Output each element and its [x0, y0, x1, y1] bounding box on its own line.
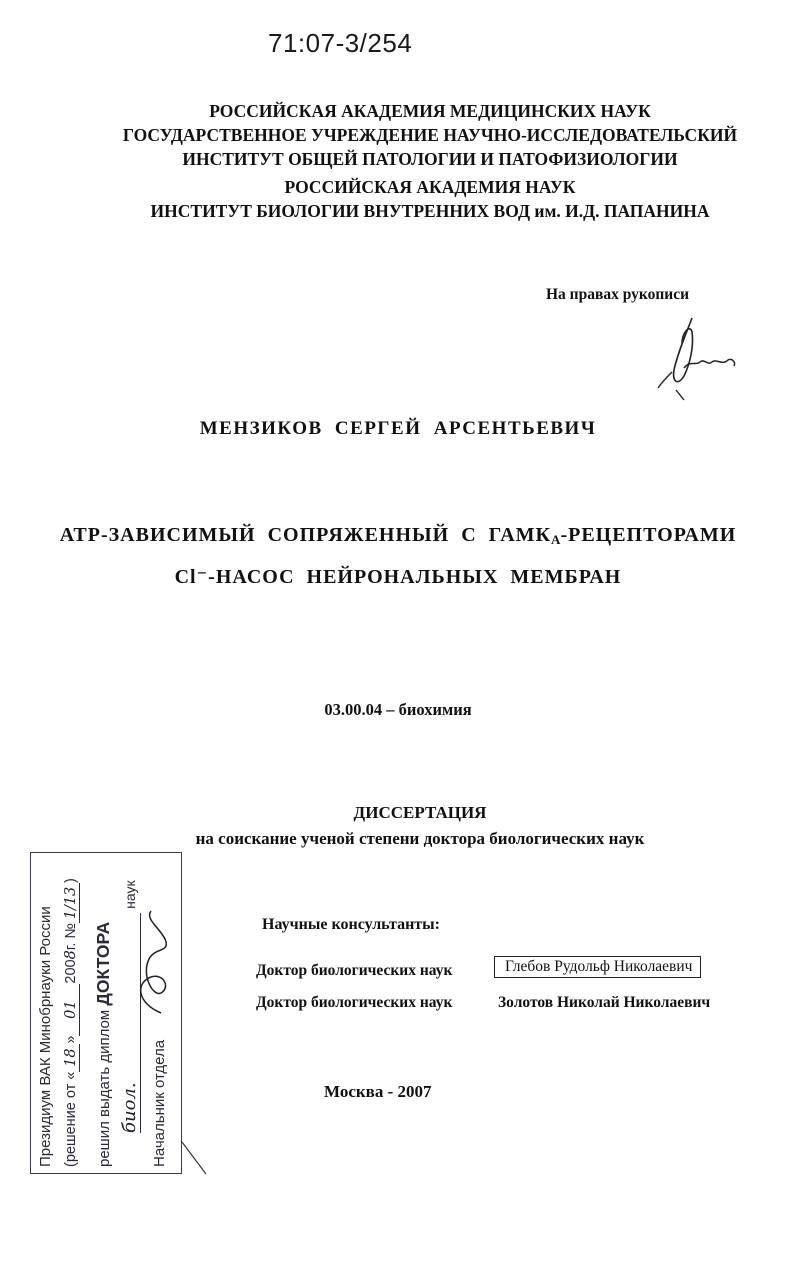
document-type: ДИССЕРТАЦИЯ [353, 803, 487, 822]
stamp-decision-prefix: (решение от « [63, 1071, 79, 1167]
org-line-ran: РОССИЙСКАЯ АКАДЕМИЯ НАУК [284, 177, 576, 197]
stamp-line-presidium: Президиум ВАК Минобрнауки России [37, 906, 54, 1167]
org-line-state-institution: ГОСУДАРСТВЕННОЕ УЧРЕЖДЕНИЕ НАУЧНО-ИССЛЕДОВАТЕЛЬСКИЙ [122, 125, 738, 145]
title-line1-subscript: А [551, 532, 561, 547]
archive-reference-code: 71:07-3/254 [268, 28, 413, 58]
stamp-field-suffix: наук [122, 880, 138, 909]
title-line1-prefix: АТР-ЗАВИСИМЫЙ СОПРЯЖЕННЫЙ С ГАМК [59, 524, 552, 546]
title-line1-suffix: -РЕЦЕПТОРАМИ [560, 524, 737, 546]
stamp-decision-sep1: » [63, 1035, 79, 1044]
specialty-code: 03.00.04 – биохимия [324, 700, 472, 719]
consultant-2-name: Золотов Николай Николаевич [498, 994, 711, 1011]
stamp-decision-sep2: 200 [63, 959, 79, 984]
stamp-corner-mark [180, 1140, 210, 1180]
dissertation-title-line-2: Cl⁻-НАСОС НЕЙРОНАЛЬНЫХ МЕМБРАН [174, 566, 622, 588]
stamp-decision-sep3: г. № [63, 923, 79, 951]
stamp-decision-number: 1/13 [63, 883, 80, 923]
org-line-institute-pathology: ИНСТИТУТ ОБЩЕЙ ПАТОЛОГИИ И ПАТОФИЗИОЛОГИИ [182, 149, 678, 169]
degree-description: на соискание ученой степени доктора биологических наук [195, 829, 645, 848]
consultant-2-degree: Доктор биологических наук [256, 994, 453, 1011]
consultants-heading: Научные консультанты: [262, 916, 440, 933]
org-line-ramn: РОССИЙСКАЯ АКАДЕМИЯ МЕДИЦИНСКИХ НАУК [209, 101, 651, 121]
stamp-diploma-degree: ДОКТОРА [93, 921, 113, 1006]
stamp-head-of-department: Начальник отдела [151, 1039, 168, 1167]
stamp-signature [131, 903, 179, 1023]
consultant-1-name: Глебов Рудольф Николаевич [494, 956, 701, 978]
author-signature [656, 312, 740, 404]
consultant-1-degree: Доктор биологических наук [256, 962, 453, 979]
manuscript-rights-label: На правах рукописи [546, 286, 690, 303]
org-line-institute-biology: ИНСТИТУТ БИОЛОГИИ ВНУТРЕННИХ ВОД им. И.Д. ПАПАНИНА [150, 201, 710, 221]
stamp-line-head [151, 1040, 168, 1167]
stamp-decision-suffix: ) [63, 878, 79, 883]
city-year: Москва - 2007 [324, 1082, 432, 1101]
stamp-line-decision [63, 878, 80, 1167]
stamp-decision-day: 18 [63, 1044, 80, 1072]
vak-approval-stamp [30, 852, 182, 1174]
dissertation-title-line-1 [0, 524, 796, 548]
stamp-diploma-prefix: решил выдать диплом [96, 1005, 113, 1167]
stamp-decision-month: 01 [63, 984, 80, 1036]
stamp-decision-year: 8 [63, 950, 79, 960]
author-name: МЕНЗИКОВ СЕРГЕЙ АРСЕНТЬЕВИЧ [199, 418, 597, 439]
stamp-field-handwritten: биол. [119, 913, 141, 1133]
stamp-line-diploma [93, 922, 114, 1167]
